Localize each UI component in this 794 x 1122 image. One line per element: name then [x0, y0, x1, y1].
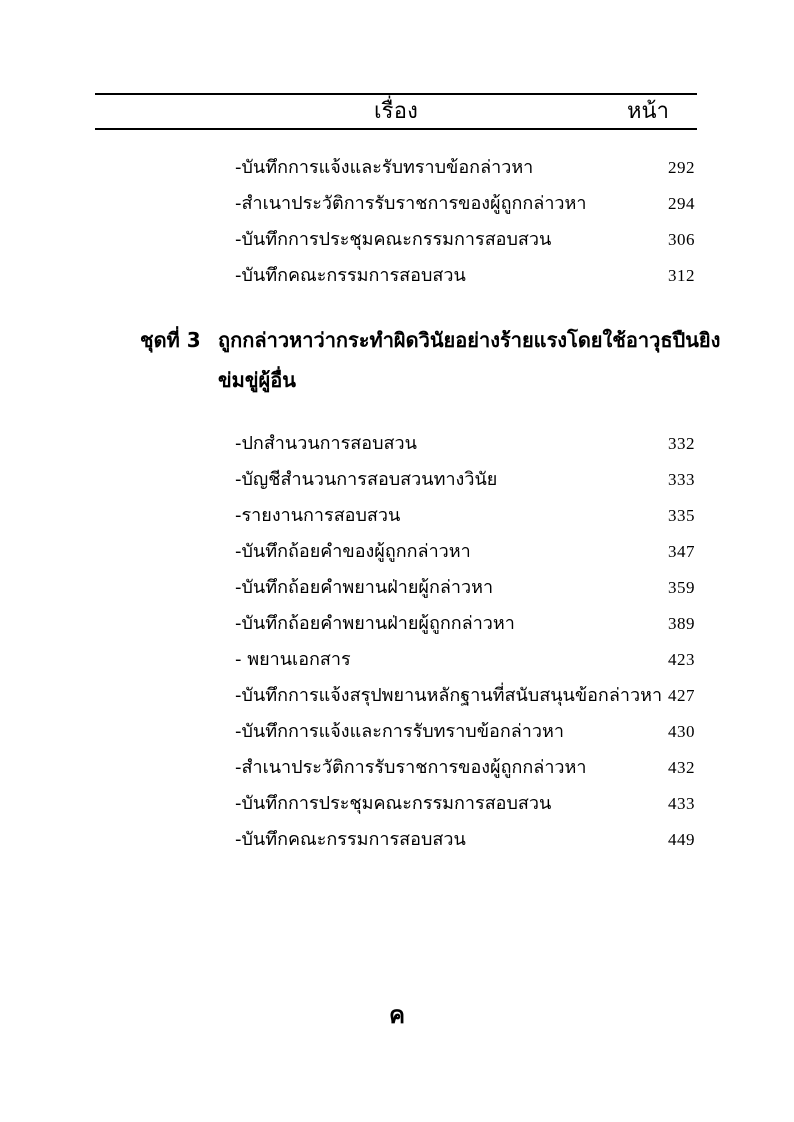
toc-entry-page-number: 359	[668, 578, 695, 597]
toc-entry-title: -บัญชีสำนวนการสอบสวนทางวินัย	[235, 469, 498, 490]
toc-entry-page-number: 332	[668, 434, 695, 453]
column-header-subject: เรื่อง	[373, 99, 419, 124]
header-rule-bottom	[95, 128, 697, 130]
toc-entry-page-number: 306	[668, 230, 695, 249]
toc-entry[interactable]	[95, 462, 697, 498]
toc-entry[interactable]	[95, 150, 697, 186]
toc-entry[interactable]	[95, 786, 697, 822]
section-heading-title-line: ข่มขู่ผู้อื่น	[218, 368, 296, 392]
toc-entry-page-number: 432	[668, 758, 695, 777]
section-heading-label: ชุดที่ 3	[140, 328, 201, 352]
toc-entry-title: -สำเนาประวัติการรับราชการของผู้ถูกกล่าวหา	[235, 757, 587, 778]
toc-entry-page-number: 427	[668, 686, 695, 705]
toc-entry-title: -บันทึกถ้อยคำของผู้ถูกกล่าวหา	[235, 541, 471, 562]
toc-entry-page-number: 292	[668, 158, 695, 177]
header-labels-row	[95, 95, 697, 128]
toc-entry-page-number: 335	[668, 506, 695, 525]
section-spacer	[95, 414, 697, 426]
toc-entry-page-number: 449	[668, 830, 695, 849]
toc-entry-page-number: 389	[668, 614, 695, 633]
toc-entry[interactable]	[95, 642, 697, 678]
toc-entry[interactable]	[95, 534, 697, 570]
section-spacer	[95, 294, 697, 304]
toc-entry-page-number: 333	[668, 470, 695, 489]
toc-entry[interactable]	[95, 822, 697, 858]
toc-entry-title: -ปกสำนวนการสอบสวน	[235, 433, 417, 454]
toc-entry[interactable]	[95, 750, 697, 786]
toc-entry-page-number: 347	[668, 542, 695, 561]
page-folio: ค	[388, 1001, 406, 1029]
toc-entry-title: -บันทึกถ้อยคำพยานฝ่ายผู้ถูกกล่าวหา	[235, 613, 515, 634]
toc-entry-list	[95, 150, 721, 858]
toc-entry-title: -บันทึกการแจ้งสรุปพยานหลักฐานที่สนับสนุนข้อกล่าวหา	[235, 685, 663, 706]
section-heading	[95, 320, 721, 400]
toc-entry-title: -บันทึกคณะกรรมการสอบสวน	[235, 265, 466, 286]
toc-entry[interactable]	[95, 498, 697, 534]
toc-entry-title: - พยานเอกสาร	[235, 649, 351, 670]
toc-entry-title: -สำเนาประวัติการรับราชการของผู้ถูกกล่าวหา	[235, 193, 587, 214]
toc-entry-title: -บันทึกคณะกรรมการสอบสวน	[235, 829, 466, 850]
toc-entry-title: -บันทึกการแจ้งและการรับทราบข้อกล่าวหา	[235, 721, 564, 742]
toc-entry-page-number: 294	[668, 194, 695, 213]
section-heading-title-line: ถูกกล่าวหาว่ากระทำผิดวินัยอย่างร้ายแรงโดยใช้อาวุธปืนยิง	[218, 328, 721, 352]
toc-entry[interactable]	[95, 714, 697, 750]
toc-entry[interactable]	[95, 258, 697, 294]
toc-entry[interactable]	[95, 678, 697, 714]
section-heading-title	[218, 320, 721, 400]
toc-entry[interactable]	[95, 606, 697, 642]
toc-entry[interactable]	[95, 186, 697, 222]
toc-entry[interactable]	[95, 570, 697, 606]
toc-entry-page-number: 423	[668, 650, 695, 669]
toc-entry-title: -บันทึกการประชุมคณะกรรมการสอบสวน	[235, 229, 552, 250]
toc-entry[interactable]	[95, 426, 697, 462]
toc-column-header	[95, 93, 697, 130]
toc-entry-title: -บันทึกถ้อยคำพยานฝ่ายผู้กล่าวหา	[235, 577, 494, 598]
toc-entry[interactable]	[95, 222, 697, 258]
toc-entry-title: -บันทึกการประชุมคณะกรรมการสอบสวน	[235, 793, 552, 814]
toc-entry-page-number: 312	[668, 266, 695, 285]
toc-entry-page-number: 430	[668, 722, 695, 741]
toc-entry-title: -รายงานการสอบสวน	[235, 505, 401, 526]
toc-entry-title: -บันทึกการแจ้งและรับทราบข้อกล่าวหา	[235, 157, 534, 178]
toc-entry-page-number: 433	[668, 794, 695, 813]
column-header-page: หน้า	[627, 99, 669, 124]
